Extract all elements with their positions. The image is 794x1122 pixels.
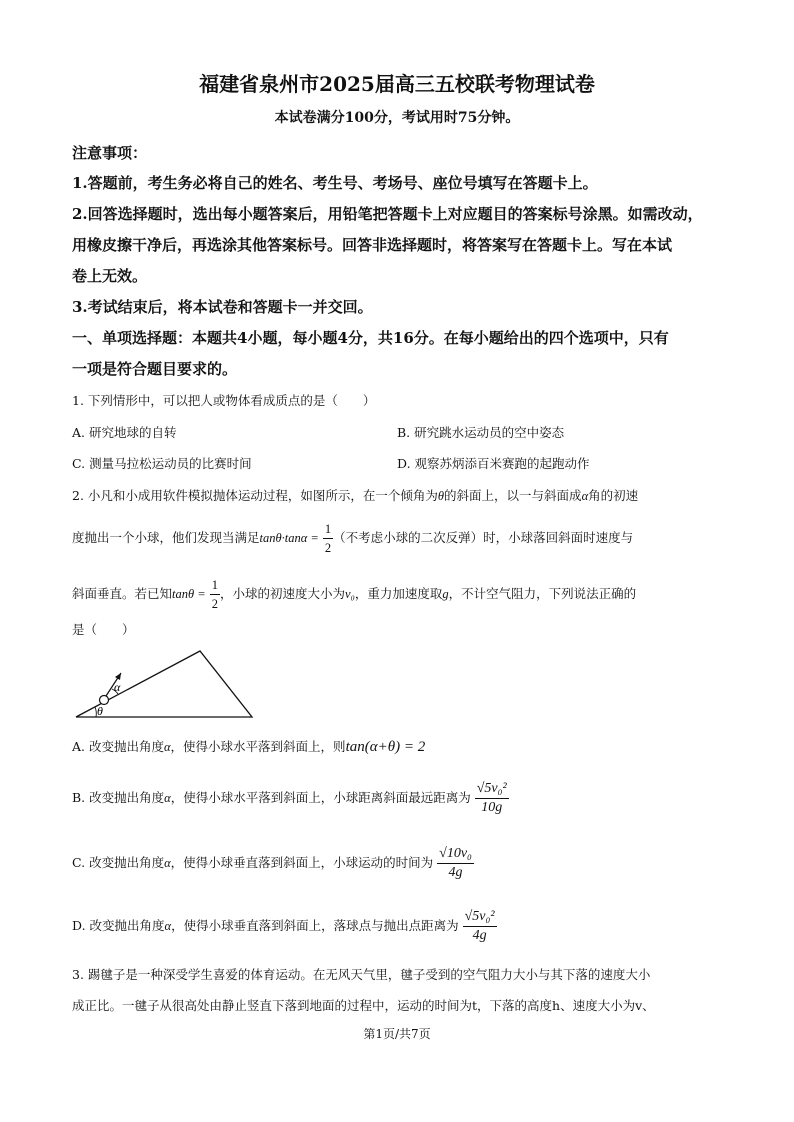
q3-line-2: 成正比。一毽子从很高处由静止竖直下落到地面的过程中，运动的时间为t，下落的高度h、速度大小为v、 (72, 998, 655, 1013)
theta-label: θ (97, 704, 103, 718)
q2-line-1 (72, 486, 638, 504)
fraction-numerator: √5v₀² (463, 908, 497, 927)
option-d-fraction (463, 908, 497, 945)
q2-line-2-text-a: 度抛出一个小球，他们发现当满足 (72, 530, 260, 545)
q2-line-4: 是（ ） (72, 622, 135, 637)
notice-item-1: 1.答题前，考生务必将自己的姓名、考生号、考场号、座位号填写在答题卡上。 (72, 174, 598, 192)
v0-symbol: v₀ (344, 587, 355, 601)
alpha-symbol: α (164, 856, 171, 870)
incline-diagram (70, 645, 260, 725)
q2-line-1-text-c: 角的初速 (588, 488, 639, 503)
q2-option-c (72, 845, 474, 882)
alpha-label: α (114, 680, 121, 694)
q2-option-c-text-b: ，使得小球垂直落到斜面上，小球运动的时间为 (170, 855, 434, 870)
option-c-fraction (437, 845, 474, 882)
theta-symbol: θ (437, 489, 445, 503)
q1-option-d: D. 观察苏炳添百米赛跑的起跑动作 (397, 456, 590, 471)
fraction-numerator: √10v₀ (437, 845, 474, 864)
q2-option-d-text-b: ，使得小球垂直落到斜面上，落球点与抛出点距离为 (171, 918, 459, 933)
q2-option-a-text-b: ，使得小球水平落到斜面上，则 (170, 739, 346, 754)
q2-option-a-text-a: A. 改变抛出角度 (72, 739, 164, 754)
g-symbol: g (442, 587, 449, 601)
fraction-numerator: √5v₀² (475, 780, 509, 799)
option-b-fraction (475, 780, 509, 817)
section-1-heading-line-2: 一项是符合题目要求的。 (72, 360, 238, 378)
q2-line-3-text-b: ，小球的初速度大小为 (219, 586, 345, 601)
notice-item-3: 3.考试结束后，将本试卷和答题卡一并交回。 (72, 298, 373, 316)
fraction-denominator: 10g (481, 800, 503, 815)
q2-option-b-text-b: ，使得小球水平落到斜面上，小球距离斜面最远距离为 (170, 790, 471, 805)
q1-stem: 1. 下列情形中，可以把人或物体看成质点的是（ ） (72, 393, 376, 408)
fraction-denominator: 2 (211, 597, 218, 611)
q2-line-1-text-a: 2. 小凡和小成用软件模拟抛体运动过程，如图所示，在一个倾角为 (72, 488, 438, 503)
q1-option-a: A. 研究地球的自转 (72, 425, 177, 440)
q1-option-b: B. 研究跳水运动员的空中姿态 (397, 425, 565, 440)
q2-option-b (72, 780, 509, 817)
q2-line-3-text-d: ，不计空气阻力，下列说法正确的 (448, 586, 637, 601)
arrow-head-icon (115, 673, 121, 680)
one-half-fraction (323, 520, 333, 557)
notice-item-2-line-3: 卷上无效。 (72, 267, 148, 285)
alpha-symbol: α (581, 489, 589, 503)
q2-option-c-text-a: C. 改变抛出角度 (72, 855, 165, 870)
q1-option-c: C. 测量马拉松运动员的比赛时间 (72, 456, 252, 471)
page-footer: 第1页/共7页 (363, 1027, 431, 1041)
tan-sum-expr: tan(α+θ) = 2 (345, 739, 426, 755)
q2-line-3 (72, 576, 636, 613)
notice-heading: 注意事项： (72, 144, 148, 162)
exam-subtitle: 本试卷满分100分，考试用时75分钟。 (274, 110, 520, 126)
alpha-symbol: α (164, 919, 172, 933)
exam-title: 福建省泉州市2025届高三五校联考物理试卷 (199, 72, 595, 96)
alpha-symbol: α (164, 791, 171, 805)
fraction-denominator: 4g (472, 928, 487, 943)
q2-line-3-text-a: 斜面垂直。若已知 (72, 586, 173, 601)
tan-product-expr: tanθ·tanα = (259, 531, 319, 545)
alpha-symbol: α (163, 740, 171, 754)
q2-option-b-text-a: B. 改变抛出角度 (72, 790, 165, 805)
q2-line-2 (72, 520, 633, 557)
fraction-denominator: 2 (324, 541, 332, 555)
q2-line-3-text-c: ，重力加速度取 (354, 586, 443, 601)
q2-line-1-text-b: 的斜面上，以一与斜面成 (444, 488, 582, 503)
q3-line-1: 3. 踢毽子是一种深受学生喜爱的体育运动。在无风天气里，毽子受到的空气阻力大小与其下落的速度大小 (72, 967, 651, 982)
fraction-numerator: 1 (210, 576, 220, 595)
one-half-fraction (210, 576, 220, 613)
q2-option-d-text-a: D. 改变抛出角度 (72, 918, 165, 933)
fraction-numerator: 1 (323, 520, 333, 539)
tan-theta-expr: tanθ = (172, 587, 206, 601)
q2-line-2-text-b: （不考虑小球的二次反弹）时，小球落回斜面时速度与 (333, 530, 634, 545)
q2-option-d (72, 908, 497, 945)
q2-option-a (72, 737, 425, 756)
fraction-denominator: 4g (448, 865, 463, 880)
section-1-heading-line-1: 一、单项选择题：本题共4小题，每小题4分，共16分。在每小题给出的四个选项中，只有 (72, 329, 669, 347)
notice-item-2-line-1: 2.回答选择题时，选出每小题答案后，用铅笔把答题卡上对应题目的答案标号涂黑。如需改动， (72, 205, 703, 223)
notice-item-2-line-2: 用橡皮擦干净后，再选涂其他答案标号。回答非选择题时，将答案写在答题卡上。写在本试 (72, 236, 673, 254)
